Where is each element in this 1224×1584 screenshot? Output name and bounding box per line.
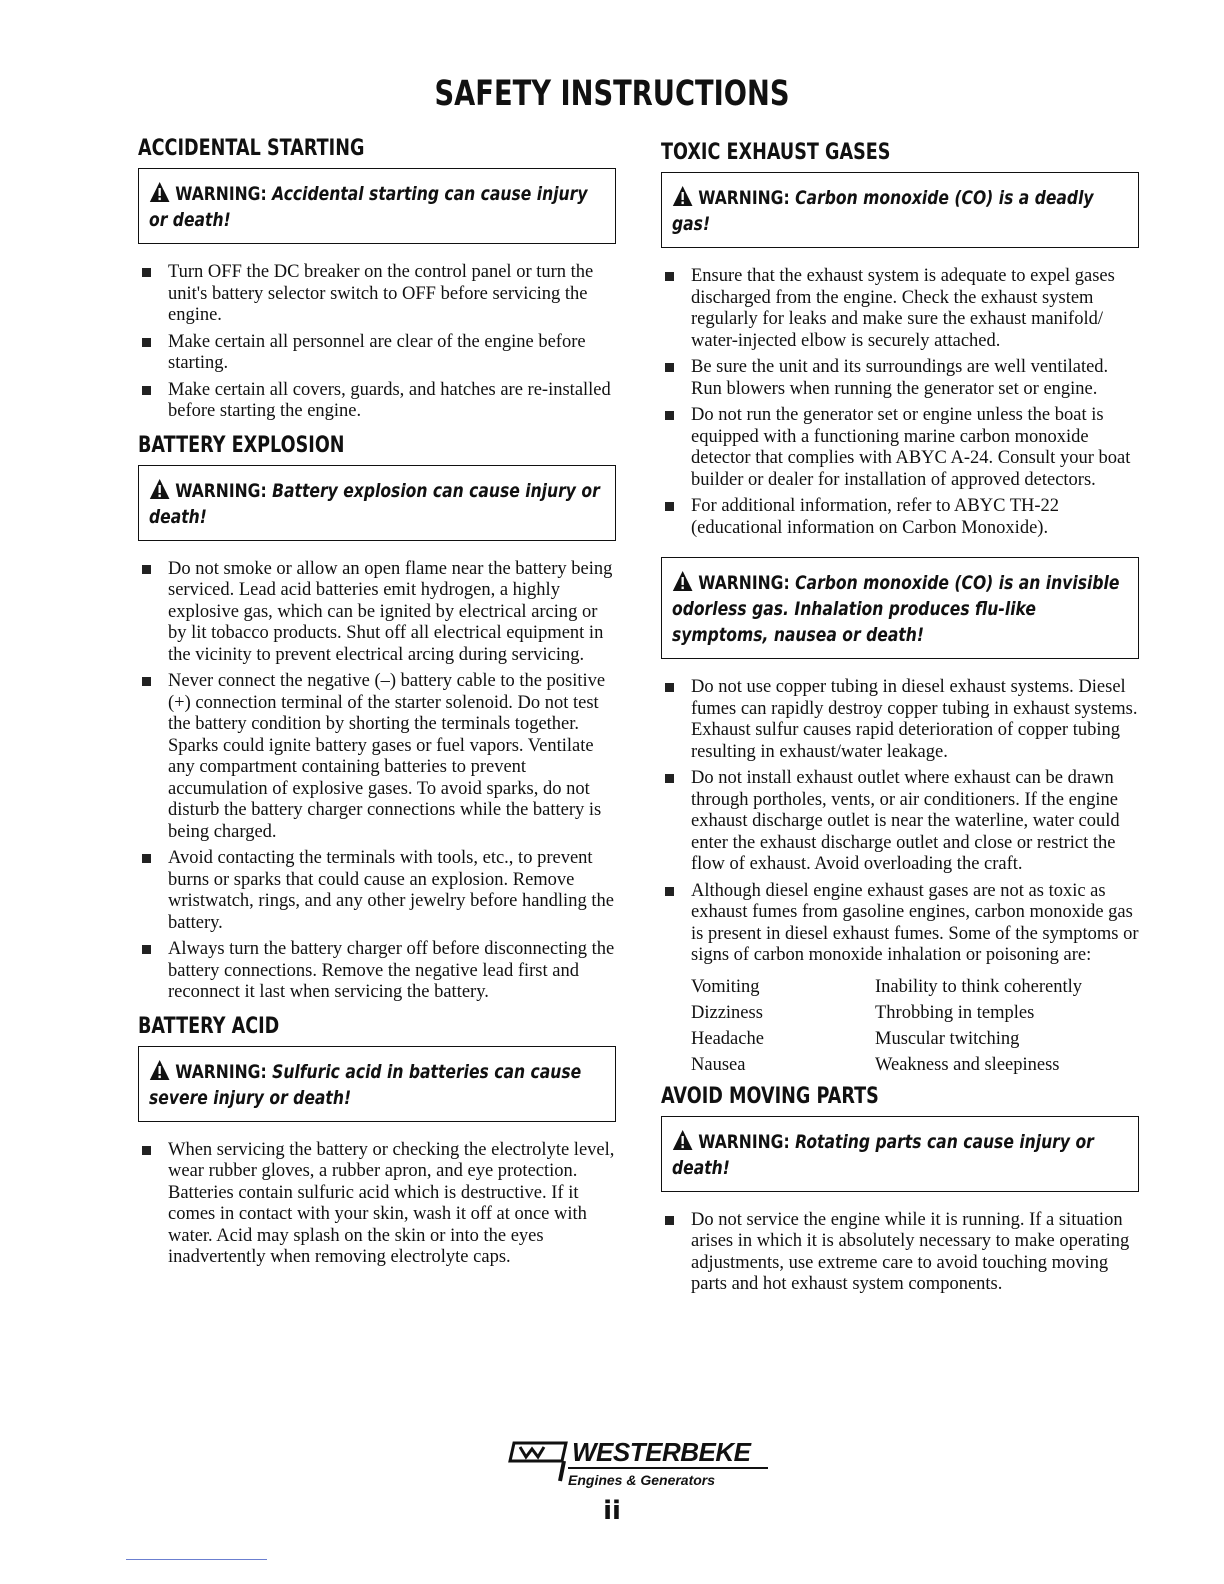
list-item: Make certain all covers, guards, and hatches are re-installed before starting the engine. [138,380,616,423]
westerbeke-logo [508,1437,768,1497]
edge-line [126,1559,267,1560]
brand-tagline: Engines & Generators [568,1472,716,1488]
brand-underline [568,1467,768,1469]
bullet-list-carbon-monoxide [661,677,1139,967]
symptoms-table [691,977,1139,1076]
bullet-list-toxic-exhaust [661,266,1139,539]
warning-box-moving-parts [661,1116,1139,1192]
warning-box-toxic-exhaust [661,172,1139,248]
warning-text: Sulfuric acid in batteries can cause severe injury or death! [149,1060,582,1109]
warning-label: WARNING: [175,183,267,205]
list-item: Although diesel engine exhaust gases are not as toxic as exhaust fumes from gasoline engines, carbon monoxide gas is present in diesel exhaust fumes. Some of the symptoms or signs of carbon monoxide inhalation or poisoning are: [661,881,1139,967]
list-item: Do not install exhaust outlet where exhaust can be drawn through portholes, vents, or air conditioners. If the engine exhaust discharge outlet is near the waterline, water could enter the exhaust discharge outlet and close or restrict the flow of exhaust. Avoid overloading the craft. [661,768,1139,876]
symptom: Vomiting [691,976,760,997]
list-item: Do not smoke or allow an open flame near the battery being serviced. Lead acid batteries emit hydrogen, a highly explosive gas, which can be ignited by electrical arcing or by lit tobacco products. Shut off all electrical equipment in the vicinity to prevent electrical arcing during servicing. [138,559,616,667]
square-bullet-icon [665,272,674,281]
list-item: Make certain all personnel are clear of the engine before starting. [138,332,616,375]
bullet-list-moving-parts [661,1210,1139,1296]
warning-triangle-icon [672,185,693,207]
square-bullet-icon [142,338,151,347]
list-item: Ensure that the exhaust system is adequate to expel gases discharged from the engine. Check the exhaust system regularly for leaks and make sure the exhaust manifold/ water-injected elbow is securely attached. [661,266,1139,352]
list-item: Avoid contacting the terminals with tools, etc., to prevent burns or sparks that could cause an explosion. Remove wristwatch, rings, and any other jewelry before handling the battery. [138,848,616,934]
symptom: Dizziness [691,1002,763,1023]
symptom: Nausea [691,1054,746,1075]
warning-box-battery-explosion [138,465,616,541]
list-item: When servicing the battery or checking the electrolyte level, wear rubber gloves, a rubber apron, and eye protection. Batteries contain sulfuric acid which is destructive. If it comes in contact with your skin, wash it off at once with water. Acid may splash on the skin or into the eyes inadvertently when removing electrolyte caps. [138,1140,616,1269]
bullet-list-accidental-starting [138,262,616,423]
list-item: Do not service the engine while it is running. If a situation arises in which it is absolutely necessary to make operating adjustments, use extreme care to avoid touching moving parts and hot exhaust system components. [661,1210,1139,1296]
westerbeke-w-icon [508,1437,570,1487]
section-heading-battery-acid: BATTERY ACID [138,1013,280,1039]
symptom: Muscular twitching [875,1028,1020,1049]
square-bullet-icon [142,565,151,574]
symptom: Inability to think coherently [875,976,1083,997]
square-bullet-icon [142,945,151,954]
warning-box-accidental-starting [138,168,616,244]
section-heading-toxic-exhaust: TOXIC EXHAUST GASES [661,140,891,165]
warning-text: Accidental starting can cause injury or death! [149,183,588,231]
warning-label: WARNING: [175,479,267,502]
section-heading-battery-explosion: BATTERY EXPLOSION [138,432,345,458]
right-column [661,140,1139,1306]
list-item: Never connect the negative (–) battery cable to the positive (+) connection terminal of the starter solenoid. Do not test the battery condition by shorting the terminals together. Sparks could ignite battery gases or fuel vapors. Ventilate any compartment containing batteries to prevent accumulation of explosive gases. To avoid sparks, do not disturb the battery charger connections while the battery is being charged. [138,671,616,843]
square-bullet-icon [665,1216,674,1225]
page-number: ii [603,1496,621,1526]
list-item: Do not run the generator set or engine unless the boat is equipped with a functioning marine carbon monoxide detector that complies with ABYC A-24. Consult your boat builder or dealer for installation of approved detectors. [661,405,1139,491]
square-bullet-icon [142,386,151,395]
symptom: Headache [691,1028,764,1049]
warning-label: WARNING: [175,1060,267,1083]
warning-label: WARNING: [698,187,790,209]
list-item: Always turn the battery charger off before disconnecting the battery connections. Remove the negative lead first and reconnect it last when servicing the battery. [138,939,616,1004]
bullet-list-battery-acid [138,1140,616,1269]
square-bullet-icon [142,677,151,686]
list-item: For additional information, refer to ABYC TH-22 (educational information on Carbon Monoxide). [661,496,1139,539]
list-item: Do not use copper tubing in diesel exhaust systems. Diesel fumes can rapidly destroy copper tubing in exhaust systems. Exhaust sulfur causes rapid deterioration of copper tubing resulting in exhaust/water leakage. [661,677,1139,763]
square-bullet-icon [665,887,674,896]
square-bullet-icon [665,683,674,692]
square-bullet-icon [142,268,151,277]
warning-triangle-icon [672,570,693,592]
page-title: SAFETY INSTRUCTIONS [434,74,790,114]
square-bullet-icon [665,363,674,372]
warning-text: Carbon monoxide (CO) is a deadly gas! [672,187,1094,235]
symptom: Throbbing in temples [875,1002,1035,1023]
warning-box-carbon-monoxide [661,557,1139,659]
list-item: Be sure the unit and its surroundings are well ventilated. Run blowers when running the generator set or engine. [661,357,1139,400]
square-bullet-icon [142,854,151,863]
warning-triangle-icon [149,478,170,500]
warning-triangle-icon [149,181,170,203]
symptom: Weakness and sleepiness [875,1054,1060,1075]
warning-text: Rotating parts can cause injury or death! [672,1130,1094,1179]
warning-text: Battery explosion can cause injury or death! [149,479,600,528]
left-column [138,136,616,1279]
warning-triangle-icon [149,1059,170,1081]
warning-text: Carbon monoxide (CO) is an invisible odorless gas. Inhalation produces flu-like symptoms, nausea or death! [672,572,1120,646]
bullet-list-battery-explosion [138,559,616,1004]
warning-label: WARNING: [698,572,790,594]
section-heading-accidental-starting: ACCIDENTAL STARTING [138,136,365,161]
list-item: Turn OFF the DC breaker on the control panel or turn the unit's battery selector switch to OFF before servicing the engine. [138,262,616,327]
square-bullet-icon [142,1146,151,1155]
warning-label: WARNING: [698,1130,790,1153]
square-bullet-icon [665,774,674,783]
warning-box-battery-acid [138,1046,616,1122]
brand-name: WESTERBEKE [572,1437,751,1467]
square-bullet-icon [665,411,674,420]
section-heading-avoid-moving-parts: AVOID MOVING PARTS [661,1083,879,1109]
square-bullet-icon [665,502,674,511]
warning-triangle-icon [672,1129,693,1151]
